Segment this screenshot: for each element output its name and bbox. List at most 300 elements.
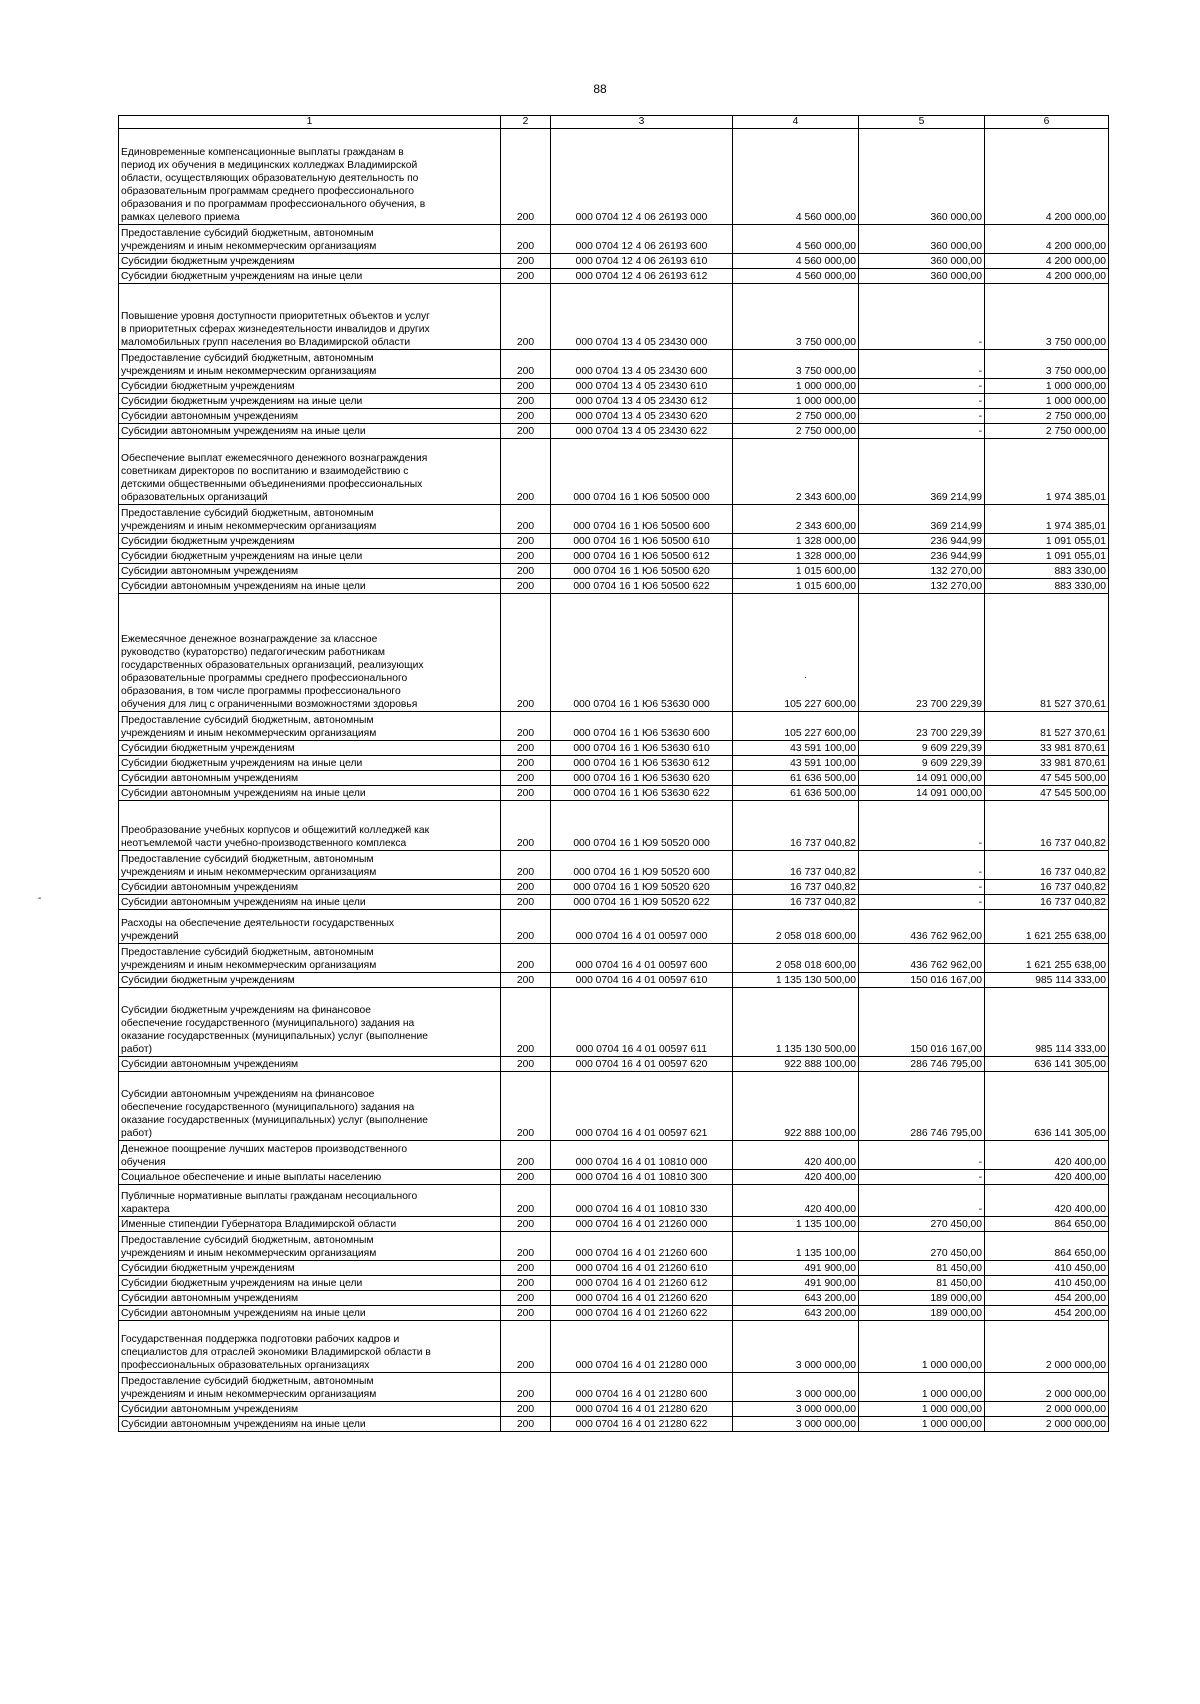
- row-amount-col4: 4 560 000,00: [733, 129, 859, 225]
- table-row: [119, 269, 1109, 284]
- row-amount-col5: 14 091 000,00: [859, 771, 985, 786]
- header-col-1: 1: [119, 116, 501, 129]
- row-amount-col5: -: [859, 379, 985, 394]
- row-name: Единовременные компенсационные выплаты гражданам в период их обучения в медицинских колледжах Владимирской области, осуществляющих образовательную деятельность по образовательным программам среднего профессионального образования и по программам профессионального обучения, в рамках целевого приема: [119, 129, 501, 225]
- row-amount-col6: 3 750 000,00: [985, 284, 1109, 350]
- row-amount-col6: 420 400,00: [985, 1141, 1109, 1170]
- row-amount-col4: 2 343 600,00: [733, 505, 859, 534]
- row-code: 200: [501, 439, 551, 505]
- row-name: Субсидии бюджетным учреждениям на иные цели: [119, 1276, 501, 1291]
- table-row: [119, 988, 1109, 1057]
- row-amount-col4: 3 750 000,00: [733, 284, 859, 350]
- row-amount-col6: 1 621 255 638,00: [985, 944, 1109, 973]
- table-row: [119, 741, 1109, 756]
- row-amount-col6: 636 141 305,00: [985, 1072, 1109, 1141]
- row-amount-col4: 4 560 000,00: [733, 269, 859, 284]
- table-row: [119, 564, 1109, 579]
- row-name: Предоставление субсидий бюджетным, автономным учреждениям и иным некоммерческим организациям: [119, 1232, 501, 1261]
- row-amount-col4: 1 328 000,00: [733, 549, 859, 564]
- row-amount-col5: -: [859, 424, 985, 439]
- row-code: 200: [501, 1141, 551, 1170]
- row-code: 200: [501, 1232, 551, 1261]
- row-name: Социальное обеспечение и иные выплаты населению: [119, 1170, 501, 1185]
- row-amount-col5: 1 000 000,00: [859, 1373, 985, 1402]
- row-amount-col5: -: [859, 350, 985, 379]
- row-amount-col5: 270 450,00: [859, 1232, 985, 1261]
- row-amount-col5: 436 762 962,00: [859, 910, 985, 944]
- row-amount-col6: 985 114 333,00: [985, 988, 1109, 1057]
- row-amount-col4: 3 000 000,00: [733, 1402, 859, 1417]
- row-amount-col5: 189 000,00: [859, 1306, 985, 1321]
- table-row: [119, 1217, 1109, 1232]
- row-classification-code: 000 0704 13 4 05 23430 000: [551, 284, 733, 350]
- table-row: [119, 1276, 1109, 1291]
- page-number: 88: [593, 82, 607, 96]
- row-amount-col6: 81 527 370,61: [985, 712, 1109, 741]
- header-col-4: 4: [733, 116, 859, 129]
- table-row: [119, 712, 1109, 741]
- row-classification-code: 000 0704 16 1 Ю6 50500 622: [551, 579, 733, 594]
- row-amount-col6: 1 621 255 638,00: [985, 910, 1109, 944]
- table-row: [119, 129, 1109, 225]
- row-classification-code: 000 0704 16 4 01 21280 600: [551, 1373, 733, 1402]
- row-classification-code: 000 0704 13 4 05 23430 610: [551, 379, 733, 394]
- table-row: [119, 534, 1109, 549]
- row-code: 200: [501, 549, 551, 564]
- row-amount-col6: 2 000 000,00: [985, 1402, 1109, 1417]
- row-name: Предоставление субсидий бюджетным, автономным учреждениям и иным некоммерческим организациям: [119, 712, 501, 741]
- row-classification-code: 000 0704 16 4 01 21280 620: [551, 1402, 733, 1417]
- row-amount-col4: 1 135 100,00: [733, 1217, 859, 1232]
- row-amount-col6: 636 141 305,00: [985, 1057, 1109, 1072]
- row-name: Ежемесячное денежное вознаграждение за классное руководство (кураторство) педагогическим работникам государственных образовательных организаций, реализующих образовательные программы среднего профессионального образования, в том числе программы профессионального обучения для лиц с ограниченными возможностями здоровья: [119, 594, 501, 712]
- row-classification-code: 000 0704 16 1 Ю6 50500 610: [551, 534, 733, 549]
- row-name: Предоставление субсидий бюджетным, автономным учреждениям и иным некоммерческим организациям: [119, 505, 501, 534]
- row-amount-col4: 16 737 040,82: [733, 880, 859, 895]
- row-amount-col4: 922 888 100,00: [733, 1072, 859, 1141]
- table-body: [119, 129, 1109, 1432]
- row-amount-col4: 3 000 000,00: [733, 1417, 859, 1432]
- row-amount-col4: 1 135 130 500,00: [733, 973, 859, 988]
- scan-speck: ·: [804, 672, 807, 682]
- row-name: Субсидии автономным учреждениям на иные цели: [119, 895, 501, 910]
- row-name: Субсидии бюджетным учреждениям на иные цели: [119, 394, 501, 409]
- row-classification-code: 000 0704 16 4 01 21260 622: [551, 1306, 733, 1321]
- row-name: Предоставление субсидий бюджетным, автономным учреждениям и иным некоммерческим организациям: [119, 1373, 501, 1402]
- row-name: Преобразование учебных корпусов и общежитий колледжей как неотъемлемой части учебно-производственного комплекса: [119, 801, 501, 851]
- header-col-6: 6: [985, 116, 1109, 129]
- table-row: [119, 1321, 1109, 1373]
- row-amount-col6: 1 000 000,00: [985, 379, 1109, 394]
- table-row: [119, 1402, 1109, 1417]
- row-amount-col4: 420 400,00: [733, 1170, 859, 1185]
- row-code: 200: [501, 1170, 551, 1185]
- row-code: 200: [501, 1276, 551, 1291]
- row-amount-col5: -: [859, 801, 985, 851]
- row-name: Субсидии автономным учреждениям на иные цели: [119, 786, 501, 801]
- row-name: Субсидии бюджетным учреждениям на иные цели: [119, 269, 501, 284]
- table-row: [119, 379, 1109, 394]
- row-amount-col4: 643 200,00: [733, 1291, 859, 1306]
- row-amount-col6: 4 200 000,00: [985, 269, 1109, 284]
- row-amount-col5: -: [859, 1141, 985, 1170]
- table-row: [119, 505, 1109, 534]
- row-amount-col6: 2 000 000,00: [985, 1417, 1109, 1432]
- row-classification-code: 000 0704 13 4 05 23430 612: [551, 394, 733, 409]
- row-amount-col6: 81 527 370,61: [985, 594, 1109, 712]
- row-amount-col6: 454 200,00: [985, 1306, 1109, 1321]
- row-amount-col5: 360 000,00: [859, 225, 985, 254]
- row-code: 200: [501, 786, 551, 801]
- row-amount-col6: 4 200 000,00: [985, 129, 1109, 225]
- row-amount-col4: 4 560 000,00: [733, 225, 859, 254]
- row-amount-col5: 23 700 229,39: [859, 594, 985, 712]
- row-amount-col4: 922 888 100,00: [733, 1057, 859, 1072]
- table-row: [119, 254, 1109, 269]
- row-amount-col4: 420 400,00: [733, 1141, 859, 1170]
- table-row: [119, 973, 1109, 988]
- row-amount-col4: 16 737 040,82: [733, 851, 859, 880]
- row-amount-col6: 454 200,00: [985, 1291, 1109, 1306]
- row-code: 200: [501, 534, 551, 549]
- row-amount-col6: 16 737 040,82: [985, 895, 1109, 910]
- row-amount-col4: 2 058 018 600,00: [733, 944, 859, 973]
- table-row: [119, 851, 1109, 880]
- header-col-2: 2: [501, 116, 551, 129]
- row-name: Субсидии автономным учреждениям на иные цели: [119, 579, 501, 594]
- header-row: [119, 116, 1109, 129]
- row-amount-col5: 1 000 000,00: [859, 1417, 985, 1432]
- row-amount-col6: 47 545 500,00: [985, 786, 1109, 801]
- row-classification-code: 000 0704 16 1 Ю6 50500 620: [551, 564, 733, 579]
- row-name: Именные стипендии Губернатора Владимирской области: [119, 1217, 501, 1232]
- row-amount-col5: 436 762 962,00: [859, 944, 985, 973]
- row-classification-code: 000 0704 16 1 Ю6 53630 612: [551, 756, 733, 771]
- row-name: Обеспечение выплат ежемесячного денежного вознаграждения советникам директоров по воспитанию и взаимодействию с детскими общественными объединениями профессиональных образовательных организаций: [119, 439, 501, 505]
- table-row: [119, 579, 1109, 594]
- row-code: 200: [501, 741, 551, 756]
- row-classification-code: 000 0704 12 4 06 26193 612: [551, 269, 733, 284]
- row-classification-code: 000 0704 12 4 06 26193 610: [551, 254, 733, 269]
- row-amount-col5: -: [859, 895, 985, 910]
- row-amount-col6: 33 981 870,61: [985, 756, 1109, 771]
- table-row: [119, 284, 1109, 350]
- row-amount-col4: 1 015 600,00: [733, 579, 859, 594]
- row-amount-col4: 1 000 000,00: [733, 379, 859, 394]
- row-classification-code: 000 0704 16 4 01 21280 000: [551, 1321, 733, 1373]
- row-amount-col4: 2 750 000,00: [733, 409, 859, 424]
- row-name: Субсидии бюджетным учреждениям: [119, 379, 501, 394]
- row-amount-col6: 2 000 000,00: [985, 1321, 1109, 1373]
- row-code: 200: [501, 1291, 551, 1306]
- row-classification-code: 000 0704 16 4 01 10810 300: [551, 1170, 733, 1185]
- table-row: [119, 424, 1109, 439]
- row-amount-col4: 1 135 130 500,00: [733, 988, 859, 1057]
- row-amount-col5: 236 944,99: [859, 549, 985, 564]
- row-classification-code: 000 0704 16 4 01 00597 600: [551, 944, 733, 973]
- row-classification-code: 000 0704 16 4 01 00597 000: [551, 910, 733, 944]
- row-code: 200: [501, 129, 551, 225]
- row-code: 200: [501, 284, 551, 350]
- row-code: 200: [501, 1261, 551, 1276]
- row-code: 200: [501, 225, 551, 254]
- row-amount-col6: 3 750 000,00: [985, 350, 1109, 379]
- row-amount-col6: 410 450,00: [985, 1276, 1109, 1291]
- row-amount-col4: 2 058 018 600,00: [733, 910, 859, 944]
- row-name: Денежное поощрение лучших мастеров производственного обучения: [119, 1141, 501, 1170]
- row-amount-col5: -: [859, 284, 985, 350]
- row-amount-col5: -: [859, 409, 985, 424]
- row-classification-code: 000 0704 16 4 01 21280 622: [551, 1417, 733, 1432]
- row-classification-code: 000 0704 16 1 Ю9 50520 622: [551, 895, 733, 910]
- row-amount-col6: 420 400,00: [985, 1170, 1109, 1185]
- row-classification-code: 000 0704 16 1 Ю6 50500 000: [551, 439, 733, 505]
- row-amount-col5: 132 270,00: [859, 579, 985, 594]
- row-amount-col4: 105 227 600,00: [733, 594, 859, 712]
- table-row: [119, 439, 1109, 505]
- row-amount-col5: 9 609 229,39: [859, 741, 985, 756]
- table-row: [119, 549, 1109, 564]
- row-name: Субсидии бюджетным учреждениям на иные цели: [119, 756, 501, 771]
- row-code: 200: [501, 1417, 551, 1432]
- row-amount-col4: 643 200,00: [733, 1306, 859, 1321]
- row-amount-col5: 286 746 795,00: [859, 1072, 985, 1141]
- row-amount-col6: 864 650,00: [985, 1232, 1109, 1261]
- row-code: 200: [501, 944, 551, 973]
- row-amount-col5: 360 000,00: [859, 129, 985, 225]
- row-name: Субсидии автономным учреждениям: [119, 1402, 501, 1417]
- row-amount-col6: 16 737 040,82: [985, 801, 1109, 851]
- row-amount-col4: 420 400,00: [733, 1185, 859, 1217]
- row-classification-code: 000 0704 16 4 01 00597 610: [551, 973, 733, 988]
- table-row: [119, 1291, 1109, 1306]
- row-code: 200: [501, 756, 551, 771]
- row-amount-col6: 410 450,00: [985, 1261, 1109, 1276]
- row-amount-col6: 1 974 385,01: [985, 439, 1109, 505]
- row-amount-col5: 369 214,99: [859, 439, 985, 505]
- row-classification-code: 000 0704 16 1 Ю6 50500 612: [551, 549, 733, 564]
- row-classification-code: 000 0704 16 4 01 00597 620: [551, 1057, 733, 1072]
- row-name: Субсидии автономным учреждениям: [119, 771, 501, 786]
- row-amount-col5: 1 000 000,00: [859, 1402, 985, 1417]
- row-amount-col6: 2 000 000,00: [985, 1373, 1109, 1402]
- row-amount-col5: 14 091 000,00: [859, 786, 985, 801]
- row-amount-col4: 16 737 040,82: [733, 801, 859, 851]
- row-amount-col5: 360 000,00: [859, 269, 985, 284]
- row-name: Предоставление субсидий бюджетным, автономным учреждениям и иным некоммерческим организациям: [119, 350, 501, 379]
- row-amount-col6: 864 650,00: [985, 1217, 1109, 1232]
- row-name: Субсидии автономным учреждениям: [119, 880, 501, 895]
- row-classification-code: 000 0704 16 4 01 00597 611: [551, 988, 733, 1057]
- row-classification-code: 000 0704 16 1 Ю6 50500 600: [551, 505, 733, 534]
- row-classification-code: 000 0704 13 4 05 23430 622: [551, 424, 733, 439]
- row-classification-code: 000 0704 13 4 05 23430 620: [551, 409, 733, 424]
- row-amount-col6: 1 091 055,01: [985, 549, 1109, 564]
- row-classification-code: 000 0704 16 4 01 21260 600: [551, 1232, 733, 1261]
- row-name: Расходы на обеспечение деятельности государственных учреждений: [119, 910, 501, 944]
- row-classification-code: 000 0704 16 1 Ю6 53630 610: [551, 741, 733, 756]
- row-code: 200: [501, 409, 551, 424]
- row-name: Предоставление субсидий бюджетным, автономным учреждениям и иным некоммерческим организациям: [119, 851, 501, 880]
- row-classification-code: 000 0704 16 1 Ю6 53630 622: [551, 786, 733, 801]
- row-classification-code: 000 0704 16 4 01 00597 621: [551, 1072, 733, 1141]
- row-classification-code: 000 0704 16 4 01 21260 620: [551, 1291, 733, 1306]
- row-code: 200: [501, 350, 551, 379]
- row-name: Предоставление субсидий бюджетным, автономным учреждениям и иным некоммерческим организациям: [119, 225, 501, 254]
- row-code: 200: [501, 579, 551, 594]
- table-row: [119, 1141, 1109, 1170]
- row-amount-col4: 2 343 600,00: [733, 439, 859, 505]
- row-code: 200: [501, 1306, 551, 1321]
- row-name: Субсидии бюджетным учреждениям: [119, 254, 501, 269]
- row-classification-code: 000 0704 16 1 Ю6 53630 620: [551, 771, 733, 786]
- row-code: 200: [501, 1373, 551, 1402]
- table-row: [119, 944, 1109, 973]
- row-classification-code: 000 0704 16 4 01 10810 000: [551, 1141, 733, 1170]
- row-code: 200: [501, 394, 551, 409]
- row-classification-code: 000 0704 16 1 Ю6 53630 600: [551, 712, 733, 741]
- table-row: [119, 1185, 1109, 1217]
- row-code: 200: [501, 269, 551, 284]
- row-amount-col5: 270 450,00: [859, 1217, 985, 1232]
- row-amount-col6: 883 330,00: [985, 579, 1109, 594]
- row-amount-col5: -: [859, 394, 985, 409]
- scan-mark: -: [38, 893, 42, 904]
- row-code: 200: [501, 564, 551, 579]
- row-amount-col6: 2 750 000,00: [985, 409, 1109, 424]
- row-amount-col5: 150 016 167,00: [859, 988, 985, 1057]
- row-code: 200: [501, 1402, 551, 1417]
- row-classification-code: 000 0704 16 1 Ю9 50520 600: [551, 851, 733, 880]
- row-classification-code: 000 0704 16 4 01 10810 330: [551, 1185, 733, 1217]
- table-row: [119, 801, 1109, 851]
- table-row: [119, 880, 1109, 895]
- table-row: [119, 895, 1109, 910]
- row-amount-col5: 1 000 000,00: [859, 1321, 985, 1373]
- table-row: [119, 786, 1109, 801]
- row-amount-col6: 16 737 040,82: [985, 880, 1109, 895]
- row-amount-col6: 2 750 000,00: [985, 424, 1109, 439]
- row-classification-code: 000 0704 16 4 01 21260 610: [551, 1261, 733, 1276]
- row-name: Субсидии автономным учреждениям на иные цели: [119, 1306, 501, 1321]
- table-row: [119, 225, 1109, 254]
- row-code: 200: [501, 851, 551, 880]
- row-amount-col6: 33 981 870,61: [985, 741, 1109, 756]
- row-name: Субсидии бюджетным учреждениям: [119, 973, 501, 988]
- row-amount-col6: 4 200 000,00: [985, 225, 1109, 254]
- table-row: [119, 1306, 1109, 1321]
- row-code: 200: [501, 895, 551, 910]
- row-name: Повышение уровня доступности приоритетных объектов и услуг в приоритетных сферах жизнедеятельности инвалидов и других маломобильных групп населения во Владимирской области: [119, 284, 501, 350]
- table-row: [119, 1417, 1109, 1432]
- row-amount-col5: 369 214,99: [859, 505, 985, 534]
- row-amount-col5: -: [859, 1170, 985, 1185]
- row-code: 200: [501, 771, 551, 786]
- row-name: Субсидии автономным учреждениям: [119, 1291, 501, 1306]
- row-amount-col6: 420 400,00: [985, 1185, 1109, 1217]
- table-row: [119, 1373, 1109, 1402]
- row-name: Субсидии автономным учреждениям на финансовое обеспечение государственного (муниципального) задания на оказание государственных (муниципальных) услуг (выполнение работ): [119, 1072, 501, 1141]
- table-row: [119, 910, 1109, 944]
- row-amount-col6: 1 000 000,00: [985, 394, 1109, 409]
- row-code: 200: [501, 424, 551, 439]
- row-amount-col4: 61 636 500,00: [733, 771, 859, 786]
- row-code: 200: [501, 988, 551, 1057]
- row-amount-col4: 1 135 100,00: [733, 1232, 859, 1261]
- table-row: [119, 756, 1109, 771]
- row-code: 200: [501, 880, 551, 895]
- row-amount-col5: 360 000,00: [859, 254, 985, 269]
- header-col-5: 5: [859, 116, 985, 129]
- row-amount-col4: 3 000 000,00: [733, 1373, 859, 1402]
- row-name: Субсидии автономным учреждениям на иные цели: [119, 1417, 501, 1432]
- row-code: 200: [501, 1185, 551, 1217]
- row-code: 200: [501, 594, 551, 712]
- row-amount-col6: 16 737 040,82: [985, 851, 1109, 880]
- table-row: [119, 1261, 1109, 1276]
- table-row: [119, 1072, 1109, 1141]
- row-amount-col4: 3 750 000,00: [733, 350, 859, 379]
- table-row: [119, 1057, 1109, 1072]
- row-code: 200: [501, 1217, 551, 1232]
- row-code: 200: [501, 1321, 551, 1373]
- row-code: 200: [501, 1057, 551, 1072]
- row-classification-code: 000 0704 16 1 Ю9 50520 620: [551, 880, 733, 895]
- row-name: Субсидии автономным учреждениям на иные цели: [119, 424, 501, 439]
- budget-table: [118, 115, 1109, 1432]
- table-row: [119, 771, 1109, 786]
- table-row: [119, 1170, 1109, 1185]
- table-row: [119, 1232, 1109, 1261]
- row-amount-col5: 150 016 167,00: [859, 973, 985, 988]
- row-amount-col4: 491 900,00: [733, 1276, 859, 1291]
- row-amount-col6: 1 974 385,01: [985, 505, 1109, 534]
- row-name: Субсидии бюджетным учреждениям на финансовое обеспечение государственного (муниципального) задания на оказание государственных (муниципальных) услуг (выполнение работ): [119, 988, 501, 1057]
- row-amount-col5: 286 746 795,00: [859, 1057, 985, 1072]
- row-name: Государственная поддержка подготовки рабочих кадров и специалистов для отраслей экономики Владимирской области в профессиональных образовательных организациях: [119, 1321, 501, 1373]
- row-amount-col5: 9 609 229,39: [859, 756, 985, 771]
- row-amount-col4: 1 328 000,00: [733, 534, 859, 549]
- row-amount-col6: 883 330,00: [985, 564, 1109, 579]
- row-name: Субсидии автономным учреждениям: [119, 409, 501, 424]
- row-amount-col4: 1 000 000,00: [733, 394, 859, 409]
- row-amount-col4: 61 636 500,00: [733, 786, 859, 801]
- row-amount-col5: -: [859, 1185, 985, 1217]
- row-name: Предоставление субсидий бюджетным, автономным учреждениям и иным некоммерческим организациям: [119, 944, 501, 973]
- row-amount-col6: 1 091 055,01: [985, 534, 1109, 549]
- row-amount-col5: 81 450,00: [859, 1261, 985, 1276]
- row-classification-code: 000 0704 12 4 06 26193 000: [551, 129, 733, 225]
- row-amount-col4: 491 900,00: [733, 1261, 859, 1276]
- row-amount-col6: 47 545 500,00: [985, 771, 1109, 786]
- row-classification-code: 000 0704 16 4 01 21260 000: [551, 1217, 733, 1232]
- row-name: Субсидии автономным учреждениям: [119, 564, 501, 579]
- row-code: 200: [501, 254, 551, 269]
- row-code: 200: [501, 505, 551, 534]
- row-amount-col5: 236 944,99: [859, 534, 985, 549]
- row-name: Субсидии бюджетным учреждениям: [119, 741, 501, 756]
- row-amount-col4: 2 750 000,00: [733, 424, 859, 439]
- row-code: 200: [501, 973, 551, 988]
- row-classification-code: 000 0704 16 1 Ю9 50520 000: [551, 801, 733, 851]
- row-code: 200: [501, 910, 551, 944]
- table-row: [119, 350, 1109, 379]
- row-amount-col4: 1 015 600,00: [733, 564, 859, 579]
- row-amount-col4: 3 000 000,00: [733, 1321, 859, 1373]
- row-amount-col5: 132 270,00: [859, 564, 985, 579]
- header-col-3: 3: [551, 116, 733, 129]
- table-row: [119, 594, 1109, 712]
